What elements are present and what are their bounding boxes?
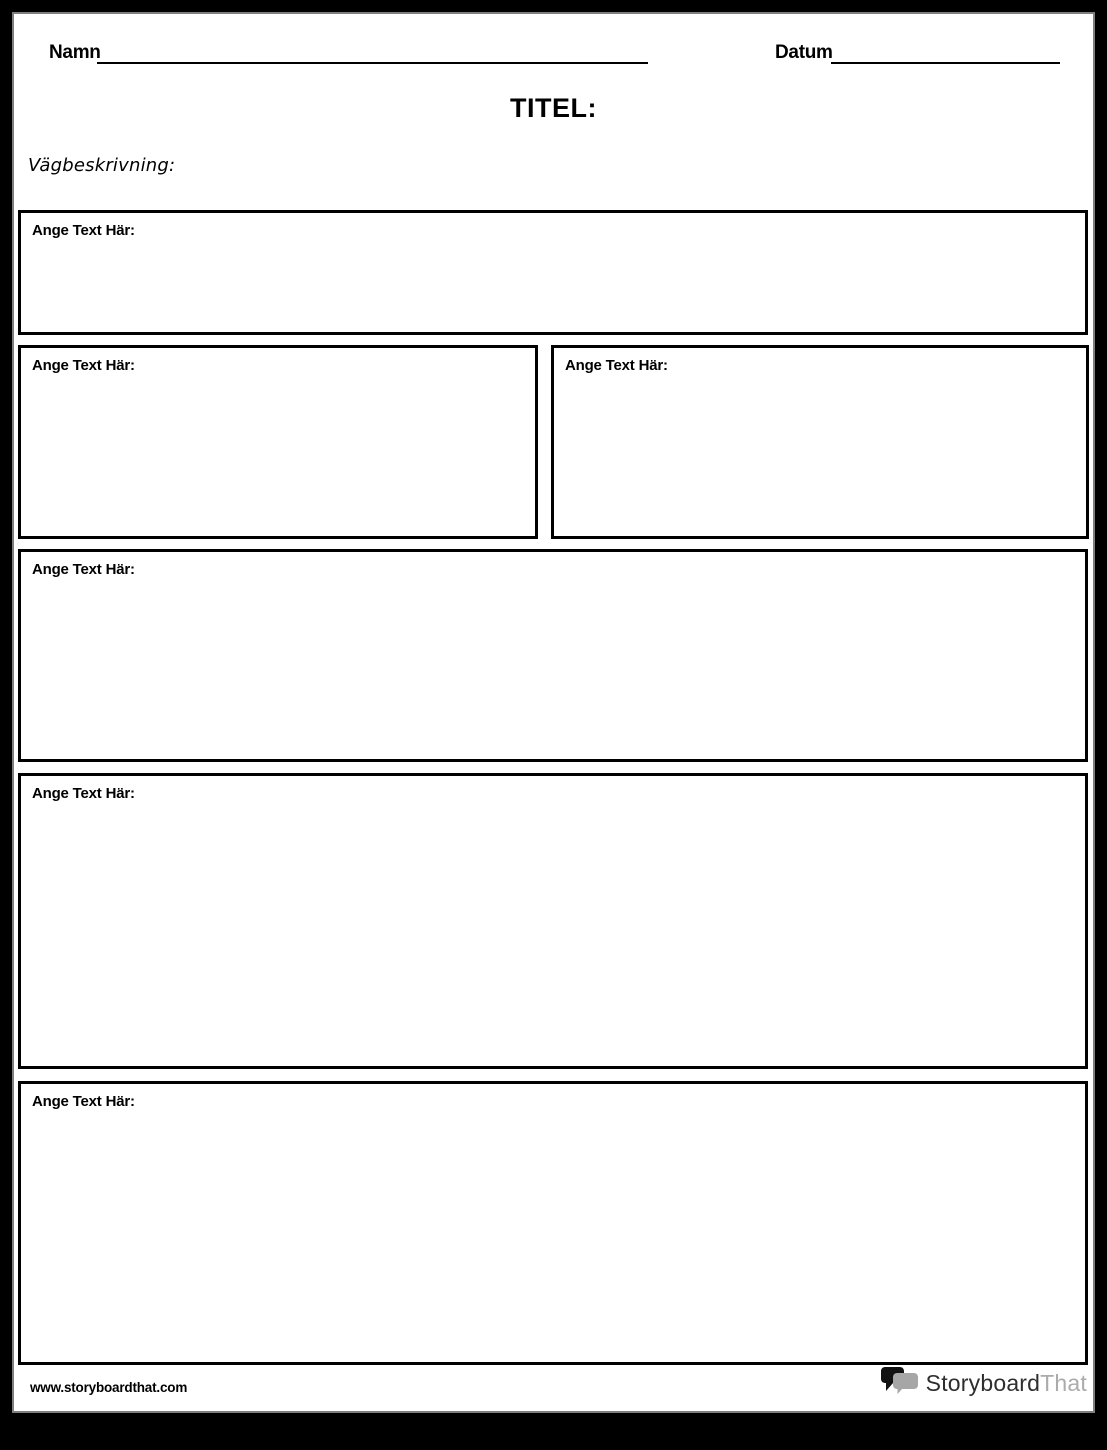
text-box-placeholder: Ange Text Här: xyxy=(32,785,135,802)
text-box-placeholder: Ange Text Här: xyxy=(32,222,135,239)
worksheet-sheet xyxy=(12,12,1095,1413)
text-box-placeholder: Ange Text Här: xyxy=(32,357,135,374)
text-box-1[interactable] xyxy=(18,210,1088,335)
name-input-line[interactable] xyxy=(97,62,648,64)
text-box-placeholder: Ange Text Här: xyxy=(32,561,135,578)
text-box-3[interactable] xyxy=(551,345,1089,539)
logo-text xyxy=(926,1370,1087,1397)
date-label: Datum xyxy=(775,42,833,63)
text-box-2[interactable] xyxy=(18,345,538,539)
text-box-placeholder: Ange Text Här: xyxy=(565,357,668,374)
text-box-6[interactable] xyxy=(18,1081,1088,1365)
website-url: www.storyboardthat.com xyxy=(30,1380,188,1395)
directions-label: Vägbeskrivning: xyxy=(28,155,176,176)
text-box-5[interactable] xyxy=(18,773,1088,1069)
logo-text-primary: Storyboard xyxy=(925,1369,1041,1396)
date-input-line[interactable] xyxy=(831,62,1060,64)
name-label: Namn xyxy=(49,42,101,63)
text-box-placeholder: Ange Text Här: xyxy=(32,1093,135,1110)
text-box-4[interactable] xyxy=(18,549,1088,762)
page-title: TITEL: xyxy=(510,93,597,123)
storyboardthat-logo xyxy=(880,1366,1087,1400)
speech-bubbles-icon xyxy=(880,1366,920,1400)
logo-text-secondary: That xyxy=(1040,1369,1087,1396)
